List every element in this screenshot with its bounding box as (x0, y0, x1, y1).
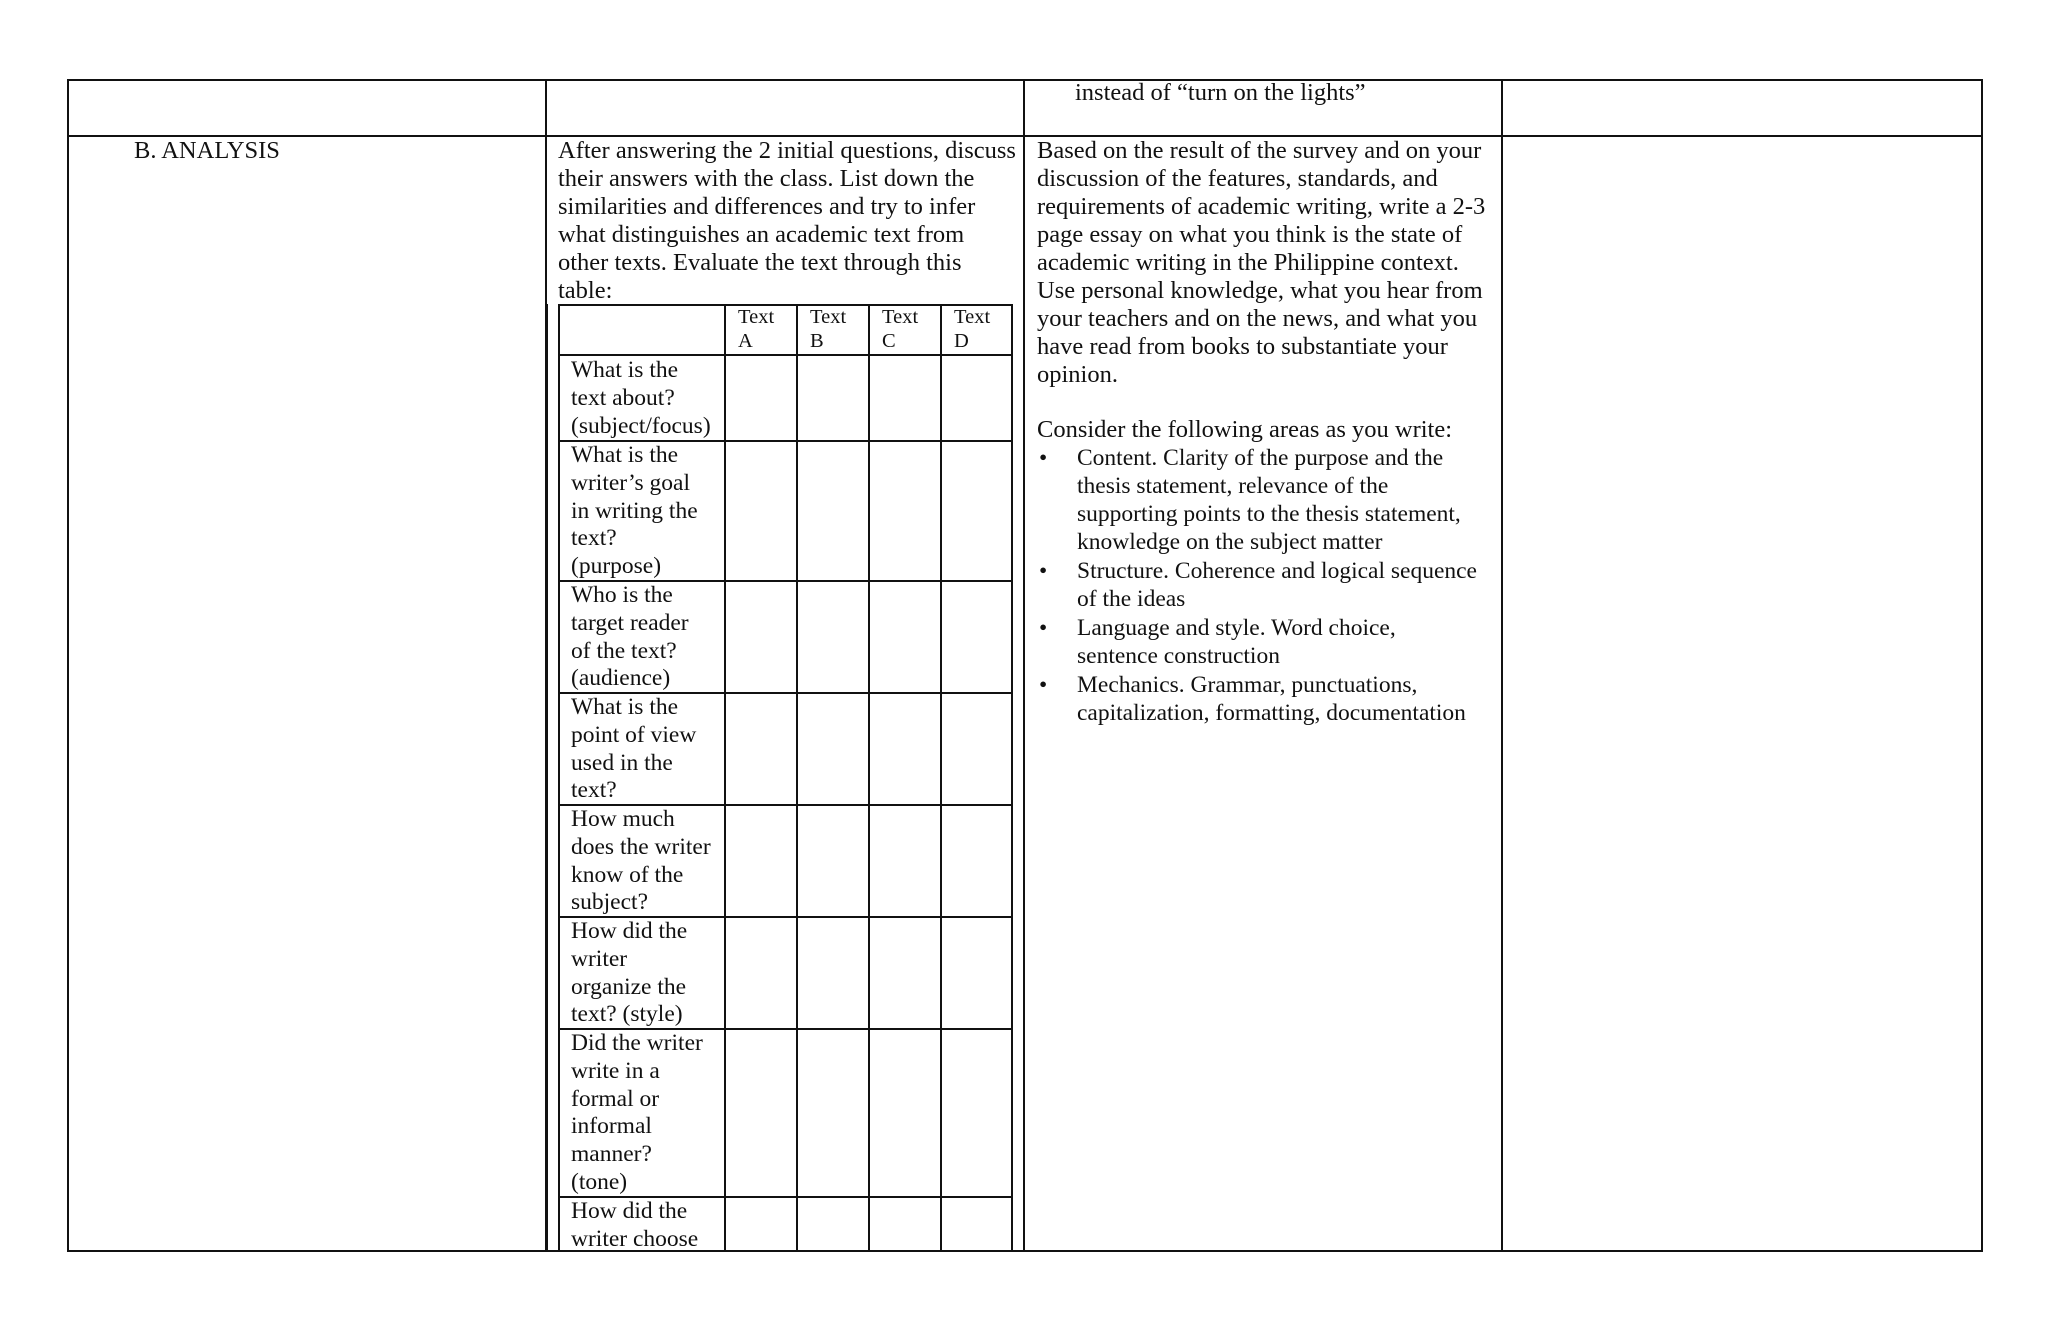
bullet-icon: • (1039, 615, 1048, 641)
list-item: • Content. Clarity of the purpose and the thesis statement, relevance of the supporting points to the thesis statement, knowledge on the subject matter (1039, 445, 1461, 555)
column-divider-2 (1023, 79, 1025, 1252)
lesson-table (67, 79, 1983, 1252)
essay-instruction-line: Use personal knowledge, what you hear from (1037, 277, 1483, 304)
essay-instruction-line: academic writing in the Philippine context. (1037, 249, 1459, 276)
intro-line: similarities and differences and try to infer (558, 193, 976, 220)
bullet-icon: • (1039, 558, 1048, 584)
section-label: B. ANALYSIS (134, 137, 280, 164)
list-item: • Language and style. Word choice, sentence construction (1039, 615, 1396, 669)
intro-line: After answering the 2 initial questions, discuss (558, 137, 1016, 164)
column-header-text-a: Text A (738, 306, 775, 352)
column-header-text-c: Text C (882, 306, 919, 352)
list-item: • Mechanics. Grammar, punctuations, capitalization, formatting, documentation (1039, 672, 1466, 726)
table-border (868, 304, 870, 1252)
essay-instruction-line: requirements of academic writing, write a 2-3 (1037, 193, 1486, 220)
bullet-icon: • (1039, 672, 1048, 698)
table-border (724, 304, 726, 1252)
table-left-border-outer (546, 304, 548, 1252)
table-border (558, 304, 560, 1252)
question-purpose: What is the writer’s goal in writing the text? (purpose) (571, 442, 698, 580)
intro-line: table: (558, 277, 613, 304)
consider-heading: Consider the following areas as you write: (1037, 416, 1453, 443)
table-border (796, 304, 798, 1252)
writing-areas-list (1037, 444, 1497, 728)
column-divider-3 (1501, 79, 1503, 1252)
essay-instruction-line: page essay on what you think is the state of (1037, 221, 1463, 248)
table-border (1011, 304, 1013, 1252)
bullet-icon: • (1039, 445, 1048, 471)
essay-instruction-line: your teachers and on the news, and what you (1037, 305, 1478, 332)
row-divider (67, 135, 1983, 137)
column-header-text-d: Text D (954, 306, 991, 352)
column-header-text-b: Text B (810, 306, 847, 352)
essay-instruction-line: Based on the result of the survey and on your (1037, 137, 1482, 164)
question-tone: Did the writer write in a formal or informal manner? (tone) (571, 1030, 703, 1195)
essay-instruction-line: have read from books to substantiate your (1037, 333, 1448, 360)
continuation-text: instead of “turn on the lights” (1075, 79, 1366, 106)
question-point-of-view: What is the point of view used in the text? (571, 694, 697, 804)
essay-instruction-line: discussion of the features, standards, and (1037, 165, 1438, 192)
question-subject: What is the text about? (subject/focus) (571, 357, 711, 439)
intro-line: their answers with the class. List down the (558, 165, 975, 192)
question-knowledge: How much does the writer know of the subject? (571, 806, 711, 916)
essay-instruction-line: opinion. (1037, 361, 1118, 388)
question-style: How did the writer organize the text? (style) (571, 918, 688, 1028)
table-border (558, 354, 1012, 356)
intro-line: other texts. Evaluate the text through this (558, 249, 962, 276)
question-audience: Who is the target reader of the text? (audience) (571, 582, 689, 692)
intro-line: what distinguishes an academic text from (558, 221, 965, 248)
table-border (940, 304, 942, 1252)
list-item: • Structure. Coherence and logical sequence of the ideas (1039, 558, 1477, 612)
question-word-choice: How did the writer choose (571, 1198, 699, 1252)
